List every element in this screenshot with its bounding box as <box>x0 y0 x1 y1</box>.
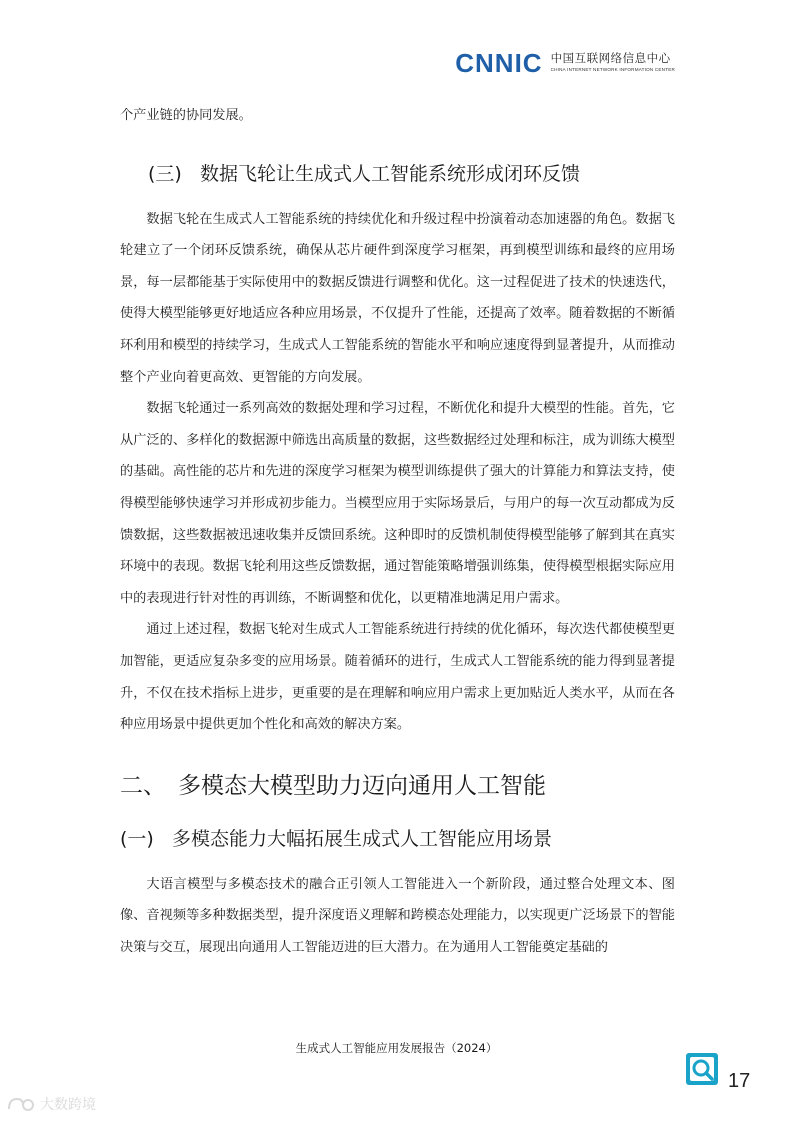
subsection-number: (一) <box>120 827 154 850</box>
org-name-cn: 中国互联网络信息中心 <box>550 51 671 66</box>
section-heading-2 <box>120 767 675 800</box>
report-title-footer: 生成式人工智能应用发展报告（2024） <box>295 1041 498 1055</box>
section-title: 多模态大模型助力迈向通用人工智能 <box>178 772 546 799</box>
paragraph: 通过上述过程，数据飞轮对生成式人工智能系统进行持续的优化循环，每次迭代都使模型更加智能，更适应复杂多变的应用场景。随着循环的进行，生成式人工智能系统的能力得到显著提升，不仅在技术指标上进步，更重要的是在理解和响应用户需求上更加贴近人类水平，从而在各种应用场景中提供更加个性化和高效的解决方案。 <box>120 622 675 733</box>
paragraph-continuation: 个产业链的协同发展。 <box>120 108 252 123</box>
watermark-logo-icon <box>6 1095 36 1113</box>
subsection-number: (三) <box>148 162 182 185</box>
subsection-title: 数据飞轮让生成式人工智能系统形成闭环反馈 <box>200 162 581 185</box>
section-number: 二、 <box>120 772 166 799</box>
page-number: 17 <box>728 1070 751 1092</box>
paragraph: 大语言模型与多模态技术的融合正引领人工智能进入一个新阶段，通过整合处理文本、图像、音视频等多种数据类型，提升深度语义理解和跨模态处理能力，以实现更广泛场景下的智能决策与交互，展现出向通用人工智能迈进的巨大潜力。在为通用人工智能奠定基础的 <box>120 876 675 955</box>
magnifier-document-icon <box>685 1052 719 1086</box>
paragraph: 数据飞轮在生成式人工智能系统的持续优化和升级过程中扮演着动态加速器的角色。数据飞轮建立了一个闭环反馈系统，确保从芯片硬件到深度学习框架，再到模型训练和最终的应用场景，每一层都能基于实际使用中的数据反馈进行调整和优化。这一过程促进了技术的快速迭代，使得大模型能够更好地适应各种应用场景，不仅提升了性能，还提高了效率。随着数据的不断循环利用和模型的持续学习，生成式人工智能系统的智能水平和响应速度得到显著提升，从而推动整个产业向着更高效、更智能的方向发展。 <box>120 211 675 385</box>
org-name-block <box>551 53 675 72</box>
subsection-title: 多模态能力大幅拓展生成式人工智能应用场景 <box>172 827 553 850</box>
page-header <box>455 50 675 76</box>
paragraph: 数据飞轮通过一系列高效的数据处理和学习过程，不断优化和提升大模型的性能。首先，它从广泛的、多样化的数据源中筛选出高质量的数据，这些数据经过处理和标注，成为训练大模型的基础。高性能的芯片和先进的深度学习框架为模型训练提供了强大的计算能力和算法支持，使得模型能够快速学习并形成初步能力。当模型应用于实际场景后，与用户的每一次互动都成为反馈数据，这些数据被迅速收集并反馈回系统。这种即时的反馈机制使得模型能够了解到其在真实环境中的表现。数据飞轮利用这些反馈数据，通过智能策略增强训练集，使得模型根据实际应用中的表现进行针对性的再训练，不断调整和优化，以更精准地满足用户需求。 <box>120 401 675 606</box>
org-name-en: CHINA INTERNET NETWORK INFORMATION CENTER <box>550 66 675 72</box>
watermark <box>6 1094 96 1114</box>
subsection-heading-3 <box>118 159 675 186</box>
page-content <box>120 100 675 963</box>
subsection-heading-1 <box>120 824 675 851</box>
watermark-text: 大数跨境 <box>40 1097 96 1113</box>
cnnic-logo: CNNIC <box>455 48 543 78</box>
